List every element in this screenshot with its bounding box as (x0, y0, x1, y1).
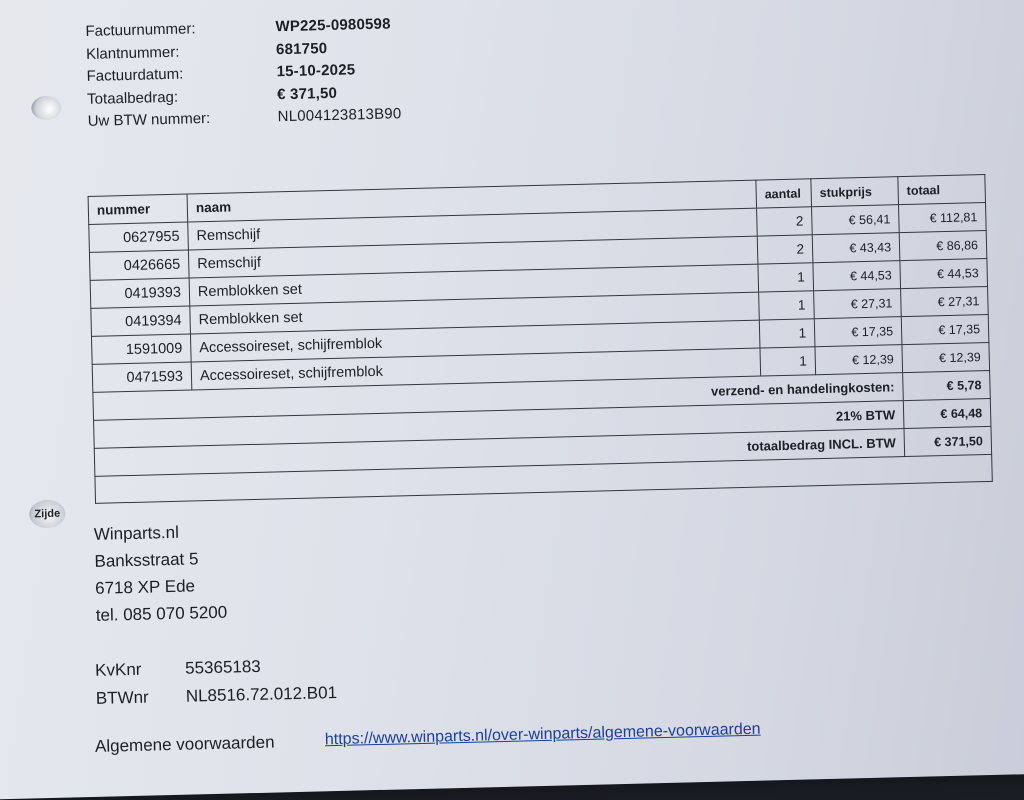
item-unit-price: € 27,31 (814, 289, 902, 319)
punch-hole-text: Zijde (29, 500, 66, 529)
terms-label: Algemene voorwaarden (94, 732, 275, 756)
kvk-label: KvKnr (94, 659, 142, 680)
invoice-meta (85, 13, 401, 133)
item-number: 1591009 (91, 334, 191, 364)
column-header-stukprijs: stukprijs (811, 177, 899, 207)
total-amount: € 371,50 (276, 84, 338, 103)
column-header-nummer: nummer (88, 194, 188, 224)
item-number: 0627955 (89, 222, 189, 252)
item-quantity: 1 (759, 319, 815, 348)
vat-label: 21% BTW (94, 401, 904, 449)
item-unit-price: € 44,53 (813, 261, 901, 291)
btw-row (96, 679, 338, 713)
item-number: 0426665 (89, 250, 189, 280)
item-total: € 27,31 (901, 286, 989, 316)
company-city: 6718 XP Ede (94, 576, 196, 598)
grand-total-label: totaalbedrag INCL. BTW (94, 429, 904, 477)
item-name: Remschijf (188, 236, 758, 278)
btw-label: BTWnr (95, 687, 149, 708)
item-name: Remblokken set (189, 264, 759, 306)
company-phone: tel. 085 070 5200 (95, 602, 228, 625)
vat-value: € 64,48 (903, 398, 991, 428)
customer-number: 681750 (275, 39, 328, 58)
field-label: Factuurdatum: (86, 65, 184, 85)
punch-hole (31, 96, 62, 121)
item-quantity: 1 (760, 347, 816, 376)
item-total: € 112,81 (899, 203, 987, 233)
item-unit-price: € 56,41 (812, 205, 900, 235)
field-label: Klantnummer: (85, 43, 180, 63)
item-total: € 86,86 (899, 231, 987, 261)
item-quantity: 2 (757, 235, 813, 264)
field-label: Uw BTW nummer: (87, 109, 211, 130)
btw-value: NL8516.72.012.B01 (185, 683, 338, 706)
item-name: Remschijf (188, 208, 758, 250)
kvk-value: 55365183 (184, 656, 261, 678)
column-header-naam: naam (187, 180, 757, 222)
field-label: Factuurnummer: (85, 20, 196, 40)
item-number: 0419394 (91, 306, 191, 336)
item-total: € 17,35 (901, 314, 989, 344)
invoice-items-table (88, 174, 993, 504)
invoice-date: 15-10-2025 (276, 61, 356, 81)
item-total: € 12,39 (902, 342, 990, 372)
shipping-cost-value: € 5,78 (903, 370, 991, 400)
item-number: 0471593 (92, 362, 192, 392)
item-name: Accessoireset, schijfremblok (191, 348, 761, 390)
terms-row (95, 721, 761, 757)
column-header-totaal: totaal (898, 175, 986, 205)
item-quantity: 1 (759, 291, 815, 320)
grand-total-value: € 371,50 (904, 426, 992, 456)
company-name: Winparts.nl (93, 522, 180, 544)
item-unit-price: € 17,35 (814, 317, 902, 347)
shipping-cost-label: verzend- en handelingkosten: (93, 373, 903, 421)
terms-link[interactable]: https://www.winparts.nl/over-winparts/algemene-voorwaarden (324, 720, 761, 749)
company-registration (95, 651, 338, 713)
item-total: € 44,53 (900, 258, 988, 288)
company-address (93, 518, 227, 629)
item-unit-price: € 12,39 (815, 345, 903, 375)
item-name: Remblokken set (190, 292, 760, 334)
field-label: Totaalbedrag: (86, 88, 179, 108)
invoice-number: WP225-0980598 (275, 15, 391, 36)
item-number: 0419393 (90, 278, 190, 308)
item-unit-price: € 43,43 (812, 233, 900, 263)
item-quantity: 2 (757, 207, 813, 236)
item-quantity: 1 (758, 263, 814, 292)
vat-number: NL004123813B90 (277, 105, 402, 126)
item-name: Accessoireset, schijfremblok (190, 320, 760, 362)
company-street: Banksstraat 5 (94, 549, 199, 571)
column-header-aantal: aantal (756, 179, 812, 208)
